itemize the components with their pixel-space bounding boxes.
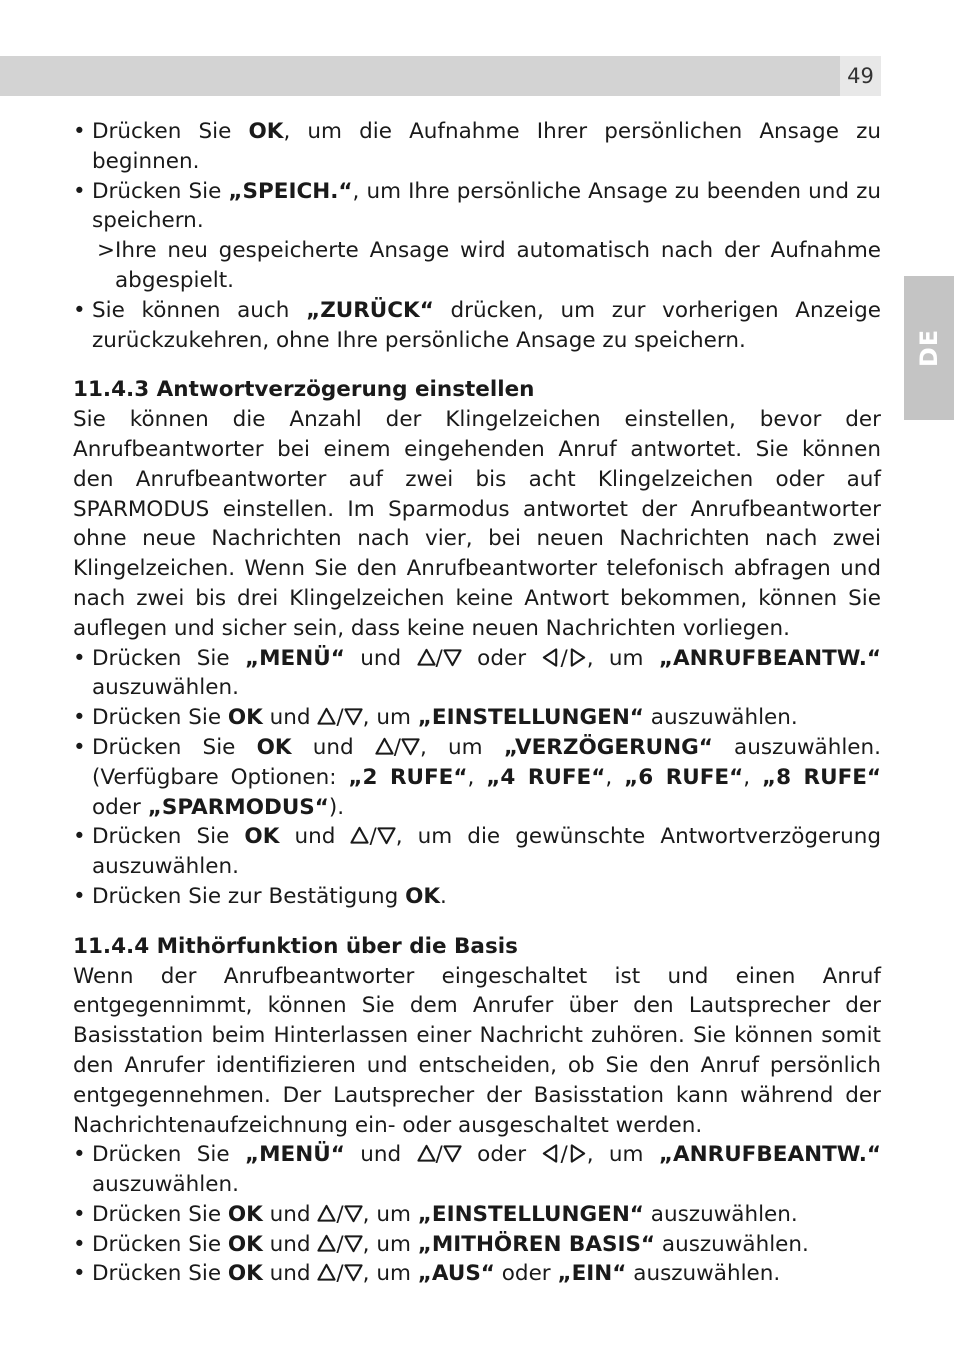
section-heading-11-4-3: 11.4.3 Antwortverzögerung einstellen xyxy=(73,377,535,403)
header-bar xyxy=(0,56,840,96)
sec2-bullet-1: • Drücken Sie „MENÜ“ und / oder / , um „ANRUFBEANTW.“ auszuwählen. xyxy=(73,1140,881,1200)
triangle-down-icon xyxy=(344,1234,363,1253)
triangle-up-icon xyxy=(317,1263,336,1282)
section-heading-11-4-4: 11.4.4 Mithörfunktion über die Basis xyxy=(73,933,518,959)
triangle-left-icon xyxy=(541,1144,560,1163)
intro-bullet-3: • Sie können auch „ZURÜCK“ drücken, um zur vorherigen Anzeige zurückzukehren, ohne Ihre persönliche Ansage zu speichern. xyxy=(73,296,881,356)
page-content xyxy=(73,117,881,1289)
triangle-up-icon xyxy=(417,1144,436,1163)
triangle-right-icon xyxy=(568,1144,587,1163)
triangle-right-icon xyxy=(568,648,587,667)
intro-bullet-2: • Drücken Sie „SPEICH.“, um Ihre persönliche Ansage zu beenden und zu speichern. xyxy=(73,177,881,237)
triangle-down-icon xyxy=(377,826,396,845)
triangle-up-icon xyxy=(417,648,436,667)
triangle-down-icon xyxy=(344,1263,363,1282)
section-paragraph-11-4-4: Wenn der Anrufbeantworter eingeschaltet ist und einen Anruf entgegennimmt, können Sie dem Anrufer über den Lautsprecher der Basisstation beim Hinterlassen einer Nachricht zuhören. Sie können somit den Anrufer identifizieren und entscheiden, ob Sie den Anruf persönlich entgegennehmen. Der Lautsprecher der Basisstation kann während der Nachrichtenaufzeichnung ein- oder ausgeschaltet werden. xyxy=(73,963,881,1138)
page-number: 49 xyxy=(840,56,881,96)
triangle-down-icon xyxy=(443,1144,462,1163)
sec2-bullet-4: • Drücken Sie OK und / , um „AUS“ oder „EIN“ auszuwählen. xyxy=(73,1259,881,1289)
triangle-down-icon xyxy=(344,1204,363,1223)
triangle-down-icon xyxy=(401,737,420,756)
sec2-bullet-2: • Drücken Sie OK und / , um „EINSTELLUNGEN“ auszuwählen. xyxy=(73,1200,881,1230)
sec1-bullet-3: • Drücken Sie OK und / , um „VERZÖGERUNG“ auszuwählen. (Verfügbare Optionen: „2 RUFE“, „4 RUFE“, „6 RUFE“, „8 RUFE“ oder „SPARMODUS“). xyxy=(73,733,881,822)
language-tab xyxy=(904,276,954,420)
triangle-up-icon xyxy=(375,737,394,756)
triangle-down-icon xyxy=(344,707,363,726)
intro-result-1: > Ihre neu gespeicherte Ansage wird automatisch nach der Aufnahme abgespielt. xyxy=(73,236,881,296)
triangle-up-icon xyxy=(317,1234,336,1253)
sec1-bullet-1: • Drücken Sie „MENÜ“ und / oder / , um „ANRUFBEANTW.“ auszuwählen. xyxy=(73,644,881,704)
triangle-up-icon xyxy=(317,707,336,726)
triangle-up-icon xyxy=(350,826,369,845)
triangle-down-icon xyxy=(443,648,462,667)
language-tab-label: DE xyxy=(914,328,943,368)
sec1-bullet-5: • Drücken Sie zur Bestätigung OK. xyxy=(73,882,881,912)
triangle-left-icon xyxy=(541,648,560,667)
sec1-bullet-4: • Drücken Sie OK und / , um die gewünschte Antwortverzögerung auszuwählen. xyxy=(73,822,881,882)
section-paragraph-11-4-3: Sie können die Anzahl der Klingelzeichen einstellen, bevor der Anrufbeantworter bei einem eingehenden Anruf antwortet. Sie können den Anrufbeantworter auf zwei bis acht Klingelzeichen oder auf SPARMODUS einstellen. Im Sparmodus antwortet der Anrufbeantworter ohne neue Nachrichten nach vier, bei neuen Nachrichten nach zwei Klingelzeichen. Wenn Sie den Anrufbeantworter telefonisch abfragen und nach zwei bis drei Klingelzeichen keine Antwort bekommen, können Sie auflegen und sicher sein, dass keine neuen Nachrichten vorliegen. xyxy=(73,407,881,641)
intro-bullet-1: • Drücken Sie OK, um die Aufnahme Ihrer persönlichen Ansage zu beginnen. xyxy=(73,117,881,177)
sec2-bullet-3: • Drücken Sie OK und / , um „MITHÖREN BASIS“ auszuwählen. xyxy=(73,1230,881,1260)
sec1-bullet-2: • Drücken Sie OK und / , um „EINSTELLUNGEN“ auszuwählen. xyxy=(73,703,881,733)
triangle-up-icon xyxy=(317,1204,336,1223)
